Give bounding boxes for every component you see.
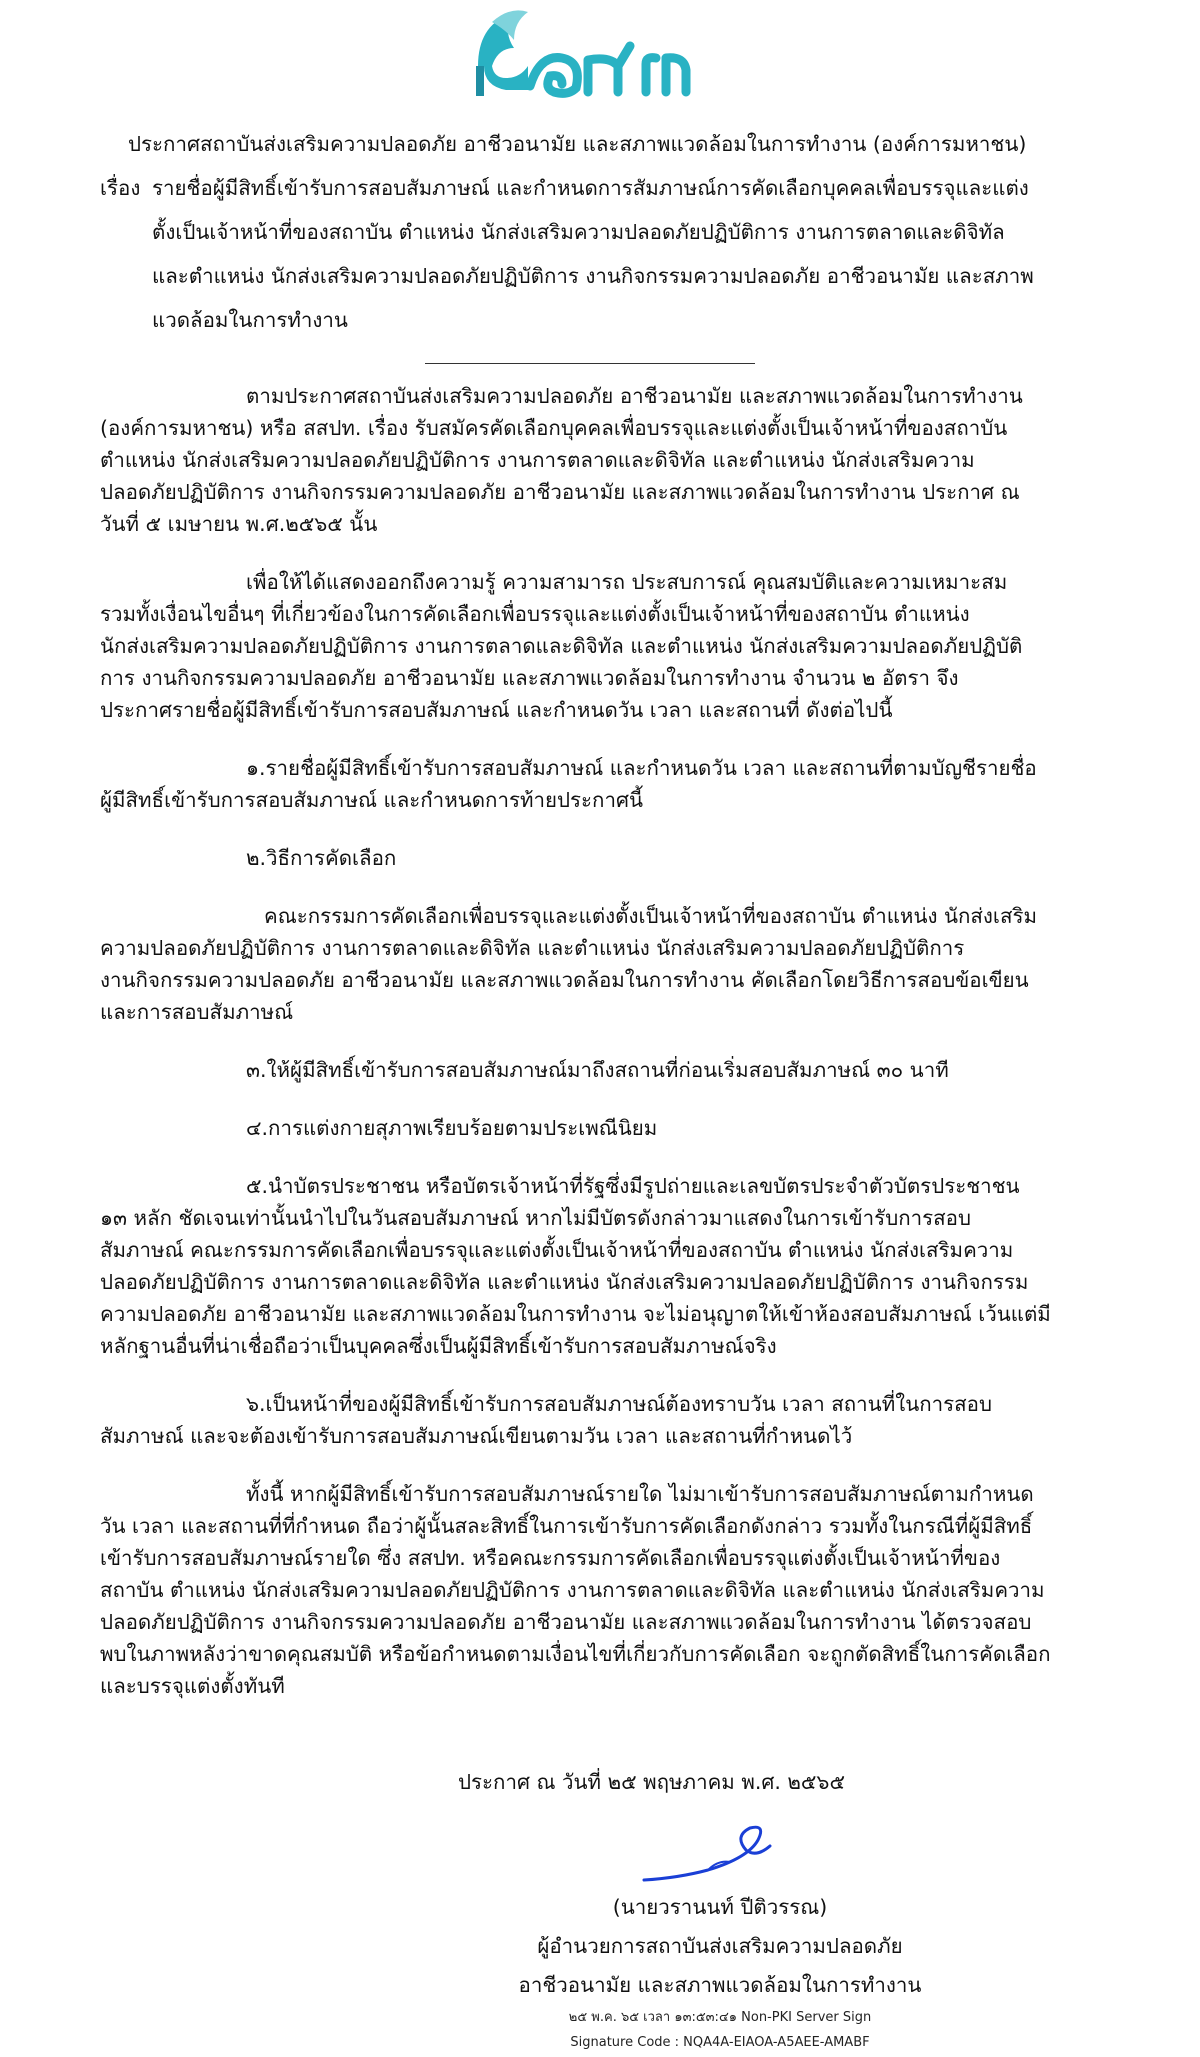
subject-line: เรื่อง รายชื่อผู้มีสิทธิ์เข้ารับการสอบสัมภาษณ์ และกำหนดการสัมภาษณ์การคัดเลือกบุคคลเพื่อบรรจุและแต่ง [100, 166, 1120, 210]
signature-code: Signature Code : NQA4A-EIAOA-A5AEE-AMABF [570, 2035, 870, 2050]
paragraph-1: ตามประกาศสถาบันส่งเสริมความปลอดภัย อาชีวอนามัย และสภาพแวดล้อมในการทำงาน (องค์การมหาชน) หรือ สสปท. เรื่อง รับสมัครคัดเลือกบุคคลเพื่อบรรจุและแต่งตั้งเป็นเจ้าหน้าที่ของสถาบัน ตำแหน่ง นักส่งเสริมความปลอดภัยปฏิบัติการ งานการตลาดและดิจิทัล และตำแหน่ง นักส่งเสริมความ ปลอดภัยปฏิบัติการ งานกิจกรรมความปลอดภัย อาชีวอนามัย และสภาพแวดล้อมในการทำงาน ประกาศ ณ วันที่ ๕ เมษายน พ.ศ.๒๕๖๕ นั้น [100, 384, 1023, 536]
item-5: ๕.นำบัตรประชาชน หรือบัตรเจ้าหน้าที่รัฐซึ่งมีรูปถ่ายและเลขบัตรประจำตัวบัตรประชาชน ๑๓ หลัก ชัดเจนเท่านั้นนำไปในวันสอบสัมภาษณ์ หากไม่มีบัตรดังกล่าวมาแสดงในการเข้ารับการสอบ สัมภาษณ์ คณะกรรมการคัดเลือกเพื่อบรรจุและแต่งตั้งเป็นเจ้าหน้าที่ของสถาบัน ตำแหน่ง นักส่งเสริมความ ปลอดภัยปฏิบัติการ งานการตลาดและดิจิทัล และตำแหน่ง นักส่งเสริมความปลอดภัยปฏิบัติการ งานกิจกรรม ความปลอดภัย อาชีวอนามัย และสภาพแวดล้อมในการทำงาน จะไม่อนุญาตให้เข้าห้องสอบสัมภาษณ์ เว้นแต่มี หลักฐานอื่นที่น่าเชื่อถือว่าเป็นบุคคลซึ่งเป็นผู้มีสิทธิ์เข้ารับการสอบสัมภาษณ์จริง [100, 1174, 1051, 1358]
subject-line-2: ตั้งเป็นเจ้าหน้าที่ของสถาบัน ตำแหน่ง นักส่งเสริมความปลอดภัยปฏิบัติการ งานการตลาดและดิจิทัล [152, 220, 1005, 244]
announcement-date: ประกาศ ณ วันที่ ๒๕ พฤษภาคม พ.ศ. ๒๕๖๕ [458, 1770, 845, 1794]
item-1: ๑.รายชื่อผู้มีสิทธิ์เข้ารับการสอบสัมภาษณ์ และกำหนดวัน เวลา และสถานที่ตามบัญชีรายชื่อ ผู้มีสิทธิ์เข้ารับการสอบสัมภาษณ์ และกำหนดการท้ายประกาศนี้ [100, 756, 1037, 812]
subject-line-4: แวดล้อมในการทำงาน [152, 308, 348, 332]
e-signature-stamp [460, 2005, 980, 2055]
item-6: ๖.เป็นหน้าที่ของผู้มีสิทธิ์เข้ารับการสอบสัมภาษณ์ต้องทราบวัน เวลา สถานที่ในการสอบ สัมภาษณ์ และจะต้องเข้ารับการสอบสัมภาษณ์เขียนตามวัน เวลา และสถานที่กำหนดไว้ [100, 1392, 993, 1448]
subject-label: เรื่อง [100, 176, 141, 200]
item-2-detail: คณะกรรมการคัดเลือกเพื่อบรรจุและแต่งตั้งเป็นเจ้าหน้าที่ของสถาบัน ตำแหน่ง นักส่งเสริม ความปลอดภัยปฏิบัติการ งานการตลาดและดิจิทัล และตำแหน่ง นักส่งเสริมความปลอดภัยปฏิบัติการ งานกิจกรรมความปลอดภัย อาชีวอนามัย และสภาพแวดล้อมในการทำงาน คัดเลือกโดยวิธีการสอบข้อเขียน และการสอบสัมภาษณ์ [100, 904, 1037, 1024]
item-4: ๔.การแต่งกายสุภาพเรียบร้อยตามประเพณีนิยม [246, 1116, 658, 1140]
header-divider [425, 363, 755, 364]
signer-title-1: ผู้อำนวยการสถาบันส่งเสริมความปลอดภัย [537, 1934, 903, 1958]
announcement-body [100, 380, 1120, 1702]
subject-line-3: และตำแหน่ง นักส่งเสริมความปลอดภัยปฏิบัติการ งานกิจกรรมความปลอดภัย อาชีวอนามัย และสภาพ [152, 264, 1034, 288]
header-title: ประกาศสถาบันส่งเสริมความปลอดภัย อาชีวอนามัย และสภาพแวดล้อมในการทำงาน (องค์การมหาชน) [128, 132, 1027, 156]
stamp-timestamp: ๒๕ พ.ค. ๖๕ เวลา ๑๓:๕๓:๔๑ Non-PKI Server Sign [568, 2010, 872, 2025]
signer-title-2: อาชีวอนามัย และสภาพแวดล้อมในการทำงาน [518, 1973, 922, 1997]
handwritten-signature [638, 1810, 778, 1890]
item-2: ๒.วิธีการคัดเลือก [246, 846, 397, 870]
announcement-header [100, 122, 1120, 342]
item-3: ๓.ให้ผู้มีสิทธิ์เข้ารับการสอบสัมภาษณ์มาถึงสถานที่ก่อนเริ่มสอบสัมภาษณ์ ๓๐ นาที [246, 1058, 949, 1082]
closing-paragraph: ทั้งนี้ หากผู้มีสิทธิ์เข้ารับการสอบสัมภาษณ์รายใด ไม่มาเข้ารับการสอบสัมภาษณ์ตามกำหนด วัน เวลา และสถานที่ที่กำหนด ถือว่าผู้นั้นสละสิทธิ์ในการเข้ารับการคัดเลือกดังกล่าว รวมทั้งในกรณีที่ผู้มีสิทธิ์ เข้ารับการสอบสัมภาษณ์รายใด ซึ่ง สสปท. หรือคณะกรรมการคัดเลือกเพื่อบรรจุแต่งตั้งเป็นเจ้าหน้าที่ของ สถาบัน ตำแหน่ง นักส่งเสริมความปลอดภัยปฏิบัติการ งานการตลาดและดิจิทัล และตำแหน่ง นักส่งเสริมความ ปลอดภัยปฏิบัติการ งานกิจกรรมความปลอดภัย อาชีวอนามัย และสภาพแวดล้อมในการทำงาน ได้ตรวจสอบ พบในภาพหลังว่าขาดคุณสมบัติ หรือข้อกำหนดตามเงื่อนไขที่เกี่ยวกับการคัดเลือก จะถูกตัดสิทธิ์ในการคัดเลือก และบรรจุแต่งตั้งทันที [100, 1482, 1051, 1698]
signer-block [460, 1888, 980, 2005]
paragraph-2: เพื่อให้ได้แสดงออกถึงความรู้ ความสามารถ ประสบการณ์ คุณสมบัติและความเหมาะสม รวมทั้งเงื่อนไขอื่นๆ ที่เกี่ยวข้องในการคัดเลือกเพื่อบรรจุและแต่งตั้งเป็นเจ้าหน้าที่ของสถาบัน ตำแหน่ง นักส่งเสริมความปลอดภัยปฏิบัติการ งานการตลาดและดิจิทัล และตำแหน่ง นักส่งเสริมความปลอดภัยปฏิบัติ การ งานกิจกรรมความปลอดภัย อาชีวอนามัย และสภาพแวดล้อมในการทำงาน จำนวน ๒ อัตรา จึง ประกาศรายชื่อผู้มีสิทธิ์เข้ารับการสอบสัมภาษณ์ และกำหนดวัน เวลา และสถานที่ ดังต่อไปนี้ [100, 570, 1023, 722]
org-logo [470, 4, 720, 104]
logo-graphic [470, 4, 720, 104]
signer-name: (นายวรานนท์ ปีติวรรณ) [612, 1895, 828, 1919]
